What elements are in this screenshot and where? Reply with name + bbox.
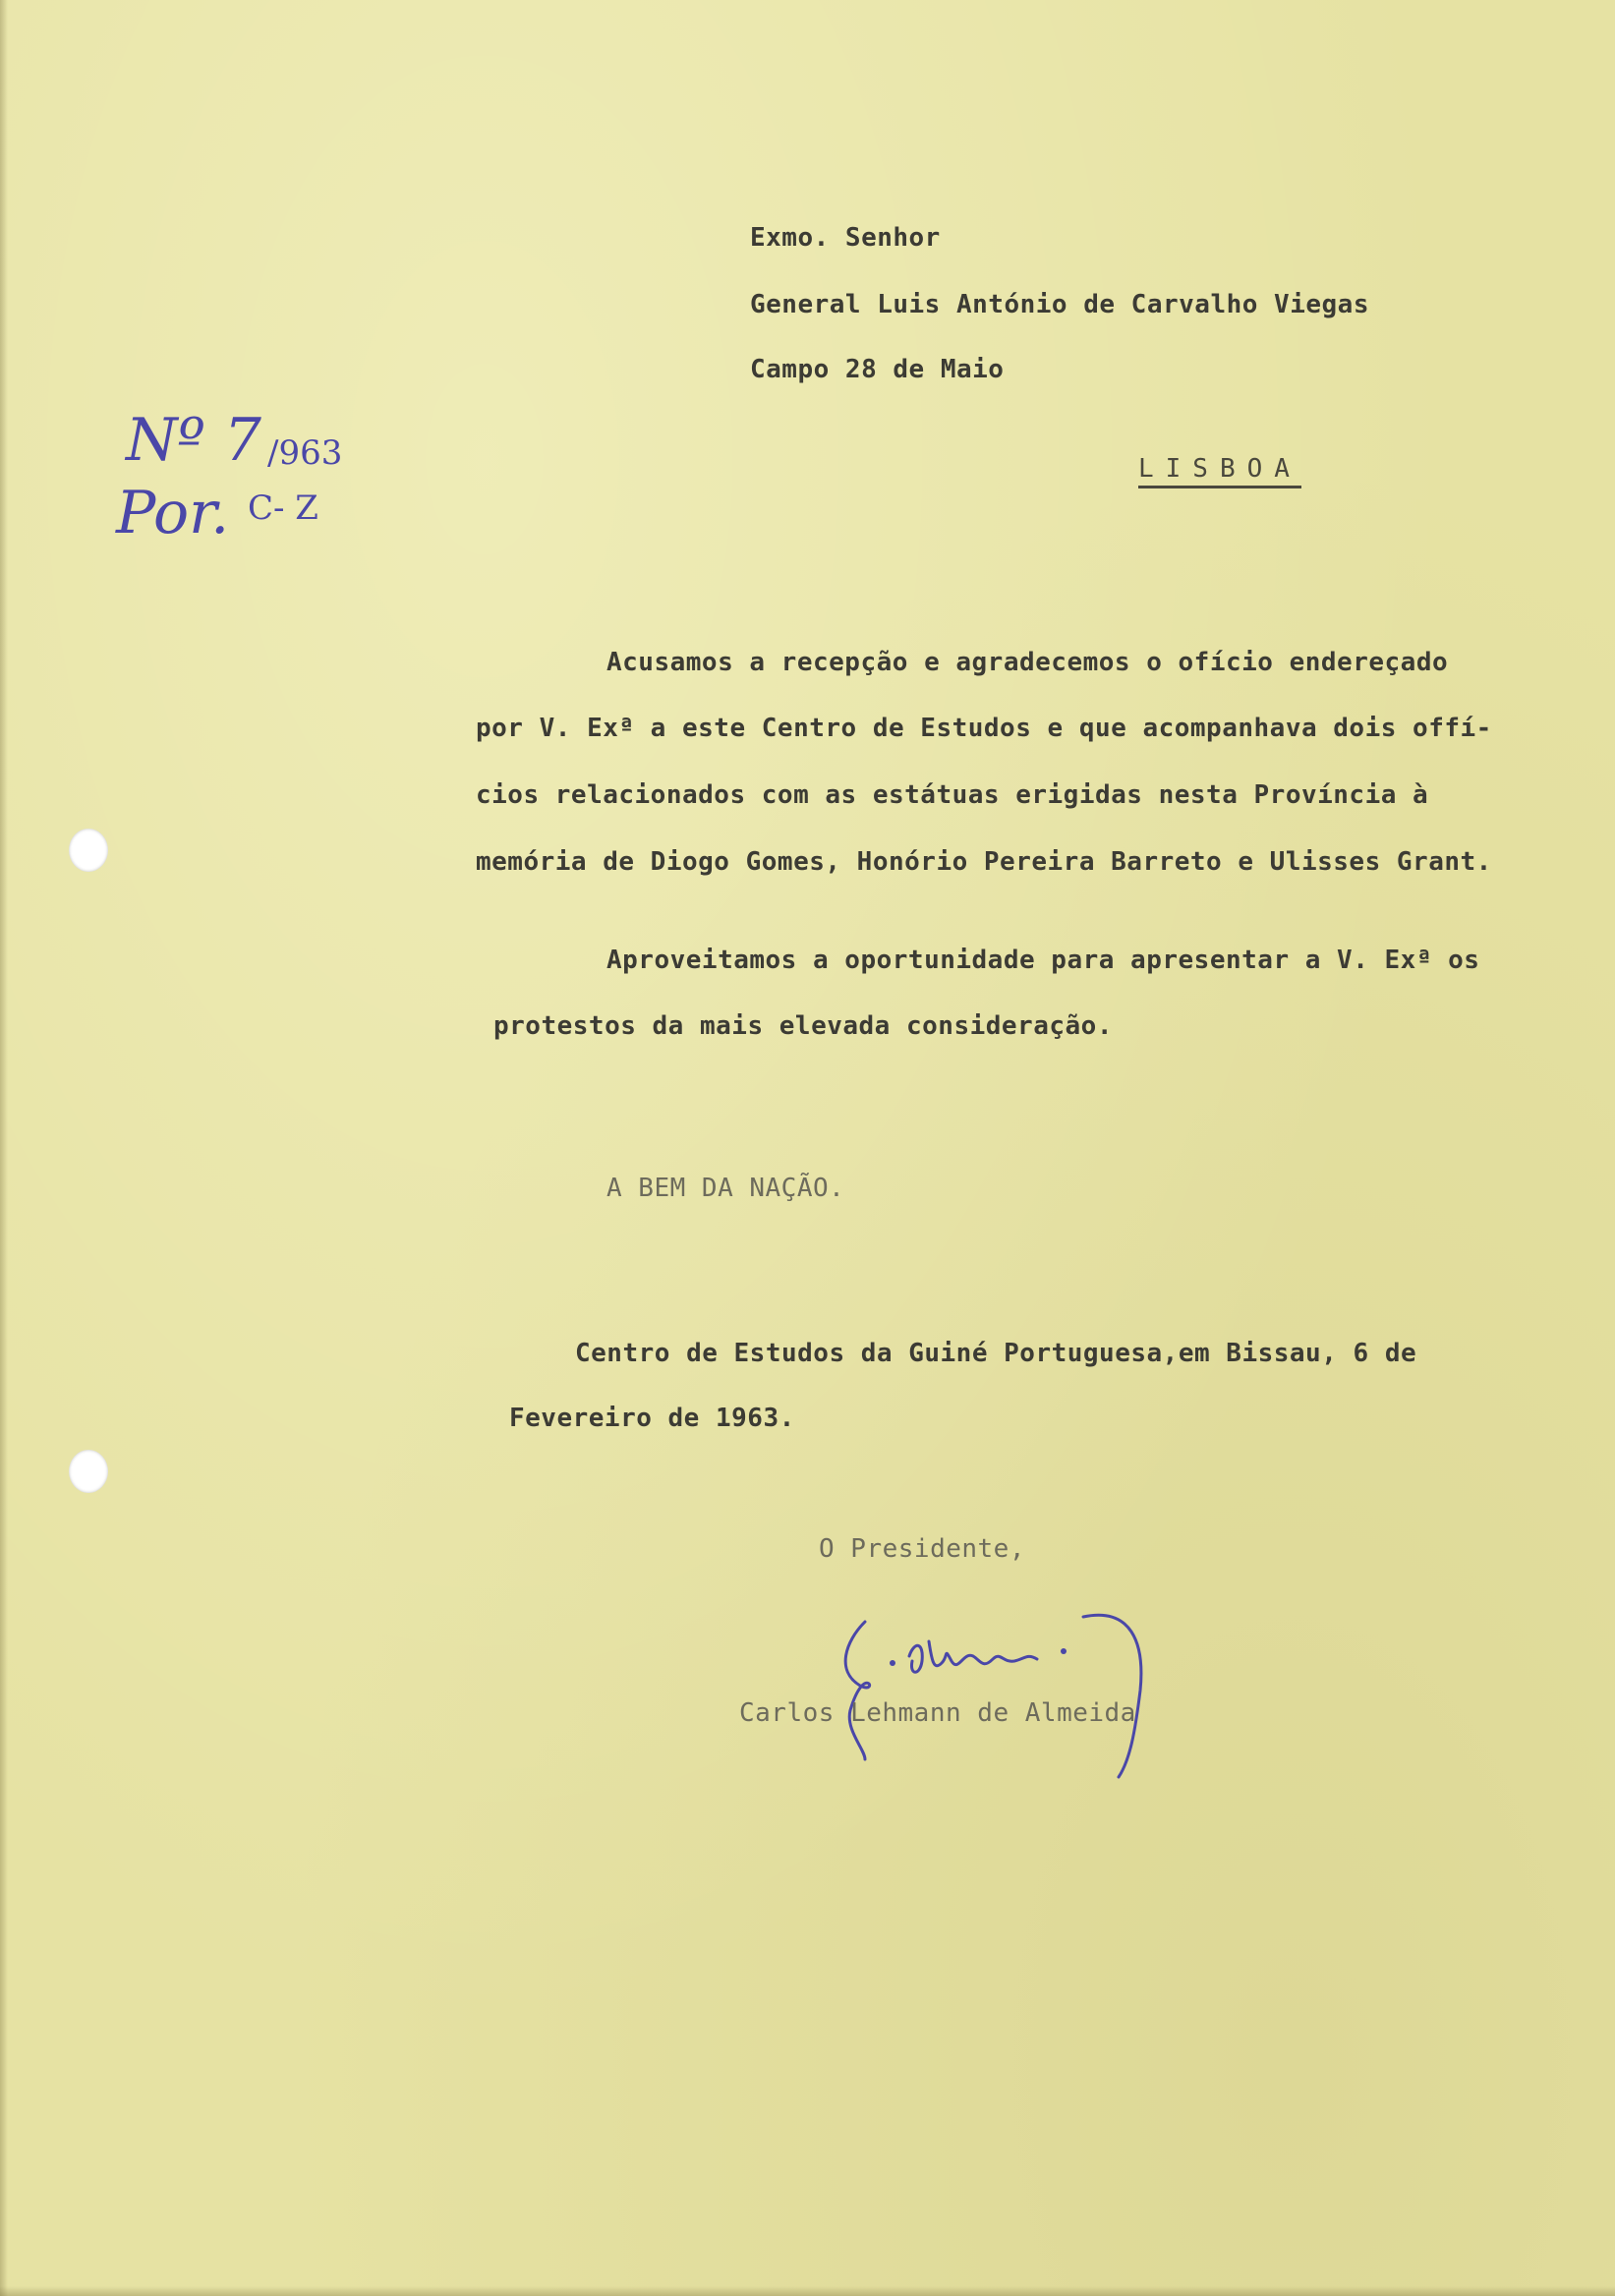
handwritten-code: C- Z: [248, 488, 318, 528]
page-edge-shadow-bottom: [0, 2286, 1615, 2296]
paragraph2-line: protestos da mais elevada consideração.: [493, 1011, 1113, 1041]
punch-hole-bottom: [69, 1450, 108, 1493]
place-date-line: Fevereiro de 1963.: [509, 1404, 795, 1433]
handwritten-year: /963: [267, 433, 343, 473]
recipient-city: LISBOA: [1138, 456, 1301, 488]
recipient-address: Campo 28 de Maio: [750, 355, 1005, 384]
punch-hole-top: [69, 829, 108, 872]
motto: A BEM DA NAÇÃO.: [606, 1174, 845, 1203]
paragraph1-line: Acusamos a recepção e agradecemos o ofício endereçado: [606, 648, 1449, 677]
paragraph1-line: memória de Diogo Gomes, Honório Pereira Barreto e Ulisses Grant.: [476, 847, 1492, 877]
paragraph1-line: por V. Exª a este Centro de Estudos e que acompanhava dois offí-: [476, 714, 1492, 743]
closing-title: O Presidente,: [819, 1534, 1025, 1564]
signatory-name: Carlos Lehmann de Almeida: [739, 1698, 1136, 1728]
handwritten-por: Por.: [116, 479, 230, 547]
page-edge-shadow: [0, 0, 8, 2296]
recipient-name: General Luis António de Carvalho Viegas: [750, 290, 1369, 319]
handwritten-number: Nº 7: [126, 406, 261, 475]
salutation: Exmo. Senhor: [750, 223, 941, 253]
handwritten-signature: [806, 1602, 1278, 1779]
paragraph1-line: cios relacionados com as estátuas erigidas nesta Província à: [476, 780, 1429, 810]
place-date-line: Centro de Estudos da Guiné Portuguesa,em Bissau, 6 de: [575, 1339, 1417, 1368]
paragraph2-line: Aproveitamos a oportunidade para apresentar a V. Exª os: [606, 946, 1480, 975]
